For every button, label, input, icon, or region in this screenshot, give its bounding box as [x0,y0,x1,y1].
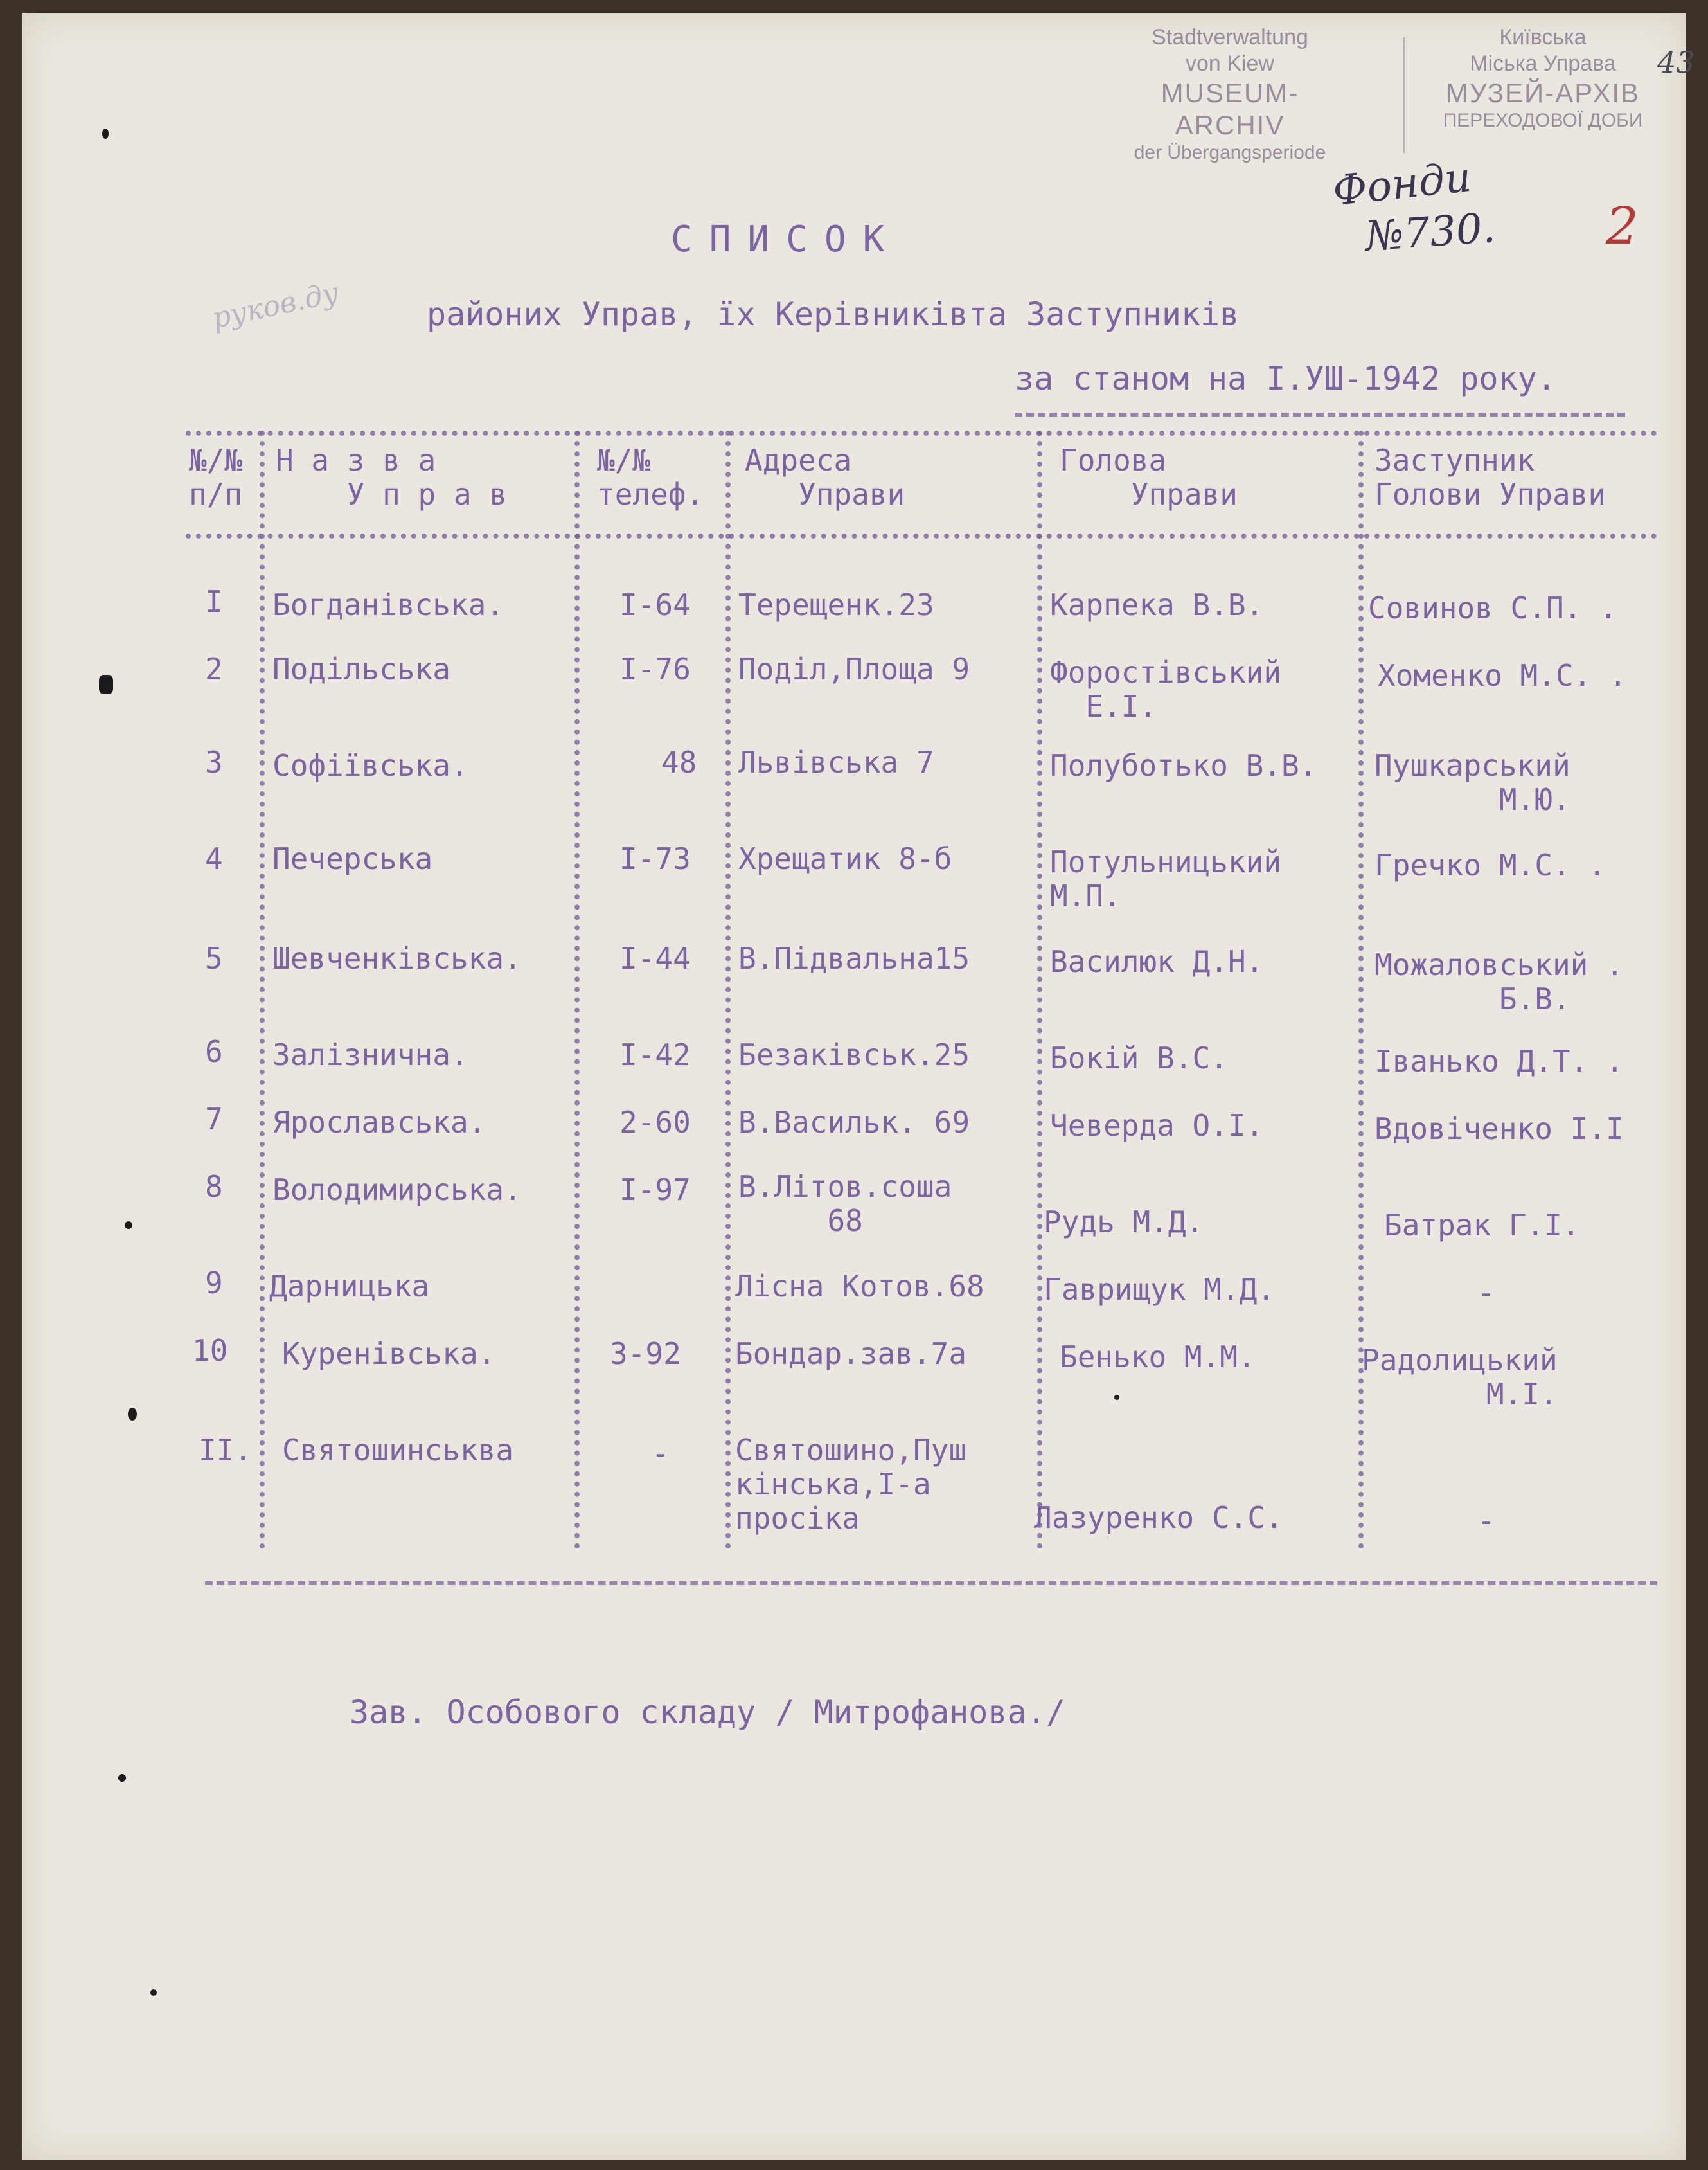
row-name: Святошинськва [282,1433,514,1467]
row-name: Володимирська. [272,1172,522,1207]
row-deputy: - [1477,1503,1495,1538]
row-head: Лазуренко С.С. [1034,1500,1283,1535]
header-bottom-rule [186,534,1657,539]
row-phone: 3-92 [610,1336,681,1371]
row-head: Чеверда О.І. [1050,1108,1264,1143]
row-phone: 2-60 [619,1105,691,1140]
header-phone: №/№ телеф. [597,443,704,512]
row-address: Львівська 7 [738,745,934,780]
folio-number: 43 [1657,45,1695,80]
row-name: Богданівська. [272,587,504,622]
row-address: В.Літов.соша 68 [738,1169,952,1238]
row-head: Карпека В.В. [1050,587,1264,622]
header-num: №/№ п/п [189,443,243,512]
row-num: 3 [205,745,223,780]
row-num: 4 [205,841,223,876]
row-name: Подільська [272,652,450,686]
row-num: 6 [205,1034,223,1069]
column-divider [574,431,580,1549]
table-top-rule [186,431,1657,436]
ink-speck [102,129,109,139]
header-address: Адреса Управи [745,443,905,512]
row-deputy: Хоменко М.С. . [1378,658,1627,693]
column-divider [725,431,731,1549]
header-head: Голова Управи [1060,443,1238,512]
row-address: В.Підвальна15 [738,941,970,976]
row-phone: І-76 [619,652,691,686]
row-phone: І-44 [619,941,691,976]
as-of-date: за станом на І.УШ-1942 року. [1015,360,1556,397]
row-name: Куренівська. [282,1336,496,1371]
row-num: 5 [205,941,223,976]
row-num: 10 [192,1333,228,1368]
row-phone: І-42 [619,1037,691,1072]
row-head: Потульницький М.П. [1050,845,1282,913]
row-deputy: Радолицький М.І. [1362,1343,1558,1412]
row-phone: І-73 [619,841,691,876]
stamp-text: МУЗЕЙ-АРХІВ [1445,77,1641,108]
row-deputy: Совинов С.П. . [1368,591,1617,625]
underline-rule [1015,413,1625,417]
stamp-text: Stadtverwaltung [1152,25,1308,49]
stamp-divider [1403,37,1405,153]
stamp-text: von Kiew [1186,51,1274,76]
handwritten-fondy-number: №730. [1363,204,1497,261]
stamp-text: Міська Управа [1470,51,1616,76]
row-name: Шевченківська. [272,941,522,976]
ink-speck [150,1989,157,1996]
row-deputy: Вдовіченко І.І [1374,1111,1624,1146]
row-num: ІІ. [199,1433,253,1467]
row-head: Форостівський Е.І. [1050,655,1282,724]
header-deputy: Заступник Голови Управи [1374,443,1606,512]
pencil-note: руков.ду [209,276,342,336]
column-divider [1037,431,1042,1549]
district-table [186,431,1657,1575]
handwritten-page-mark: 2 [1606,196,1639,256]
row-name: Залізнична. [272,1037,468,1072]
stamp-text: Київська [1499,25,1587,49]
row-num: 7 [205,1102,223,1136]
row-head: Бенько М.М. [1060,1340,1256,1374]
row-head: Рудь М.Д. [1044,1205,1204,1239]
header-name: Н а з в а У п р а в [276,443,508,512]
row-head: Гаврищук М.Д. [1044,1272,1276,1307]
stamp-text: der Übergangsperiode [1134,142,1326,164]
row-name: Дарницька [269,1269,430,1304]
stamp-text: MUSEUM-ARCHIV [1161,77,1299,140]
row-num: 8 [205,1169,223,1204]
column-divider [260,431,265,1549]
ink-speck [1114,1395,1119,1400]
row-deputy: Пушкарський М.Ю. [1374,748,1570,817]
row-deputy: Можаловський . Б.В. [1374,947,1624,1016]
row-address: Бондар.зав.7а [735,1336,967,1371]
archive-stamp-ukrainian [1411,24,1675,132]
document-page [22,13,1695,2160]
row-address: Поділ,Площа 9 [738,652,970,686]
row-name: Софіївська. [272,748,468,783]
row-deputy: - [1477,1275,1495,1310]
table-bottom-rule [205,1581,1657,1585]
ink-speck [118,1774,126,1782]
document-title: СПИСОК [671,219,902,260]
handwritten-fondy: Фонди [1330,153,1473,216]
row-head: Бокій В.С. [1050,1041,1228,1075]
document-subtitle: районих Управ, їх Керівниківта Заступників [427,296,1240,333]
row-address: Лісна Котов.68 [735,1269,984,1304]
row-deputy: Іванько Д.Т. . [1374,1044,1624,1079]
row-num: І [205,584,223,619]
ink-speck [128,1408,137,1421]
row-phone: - [652,1436,670,1471]
stamp-text: ПЕРЕХОДОВОЇ ДОБИ [1443,109,1643,131]
row-name: Печерська [272,841,433,876]
row-deputy: Батрак Г.І. [1384,1208,1580,1242]
row-address: В.Васильк. 69 [738,1105,970,1140]
row-num: 2 [205,652,223,686]
row-phone: І-64 [619,587,691,622]
row-phone: І-97 [619,1172,691,1207]
ink-blot [99,675,113,694]
row-head: Василюк Д.Н. [1050,944,1264,979]
archive-stamp-german [1111,24,1349,165]
row-name: Ярославська. [272,1105,486,1140]
row-address: Безаківськ.25 [738,1037,970,1072]
row-deputy: Гречко М.С. . [1374,848,1606,883]
row-address: Святошино,Пуш кінська,І-а просіка [735,1433,967,1536]
row-num: 9 [205,1266,223,1300]
row-address: Терещенк.23 [738,587,934,622]
signature-line: Зав. Особового складу / Митрофанова./ [350,1694,1065,1731]
row-address: Хрещатик 8-б [738,841,952,876]
row-phone: 48 [661,745,697,780]
row-head: Полуботько В.В. [1050,748,1317,783]
ink-speck [125,1221,132,1229]
